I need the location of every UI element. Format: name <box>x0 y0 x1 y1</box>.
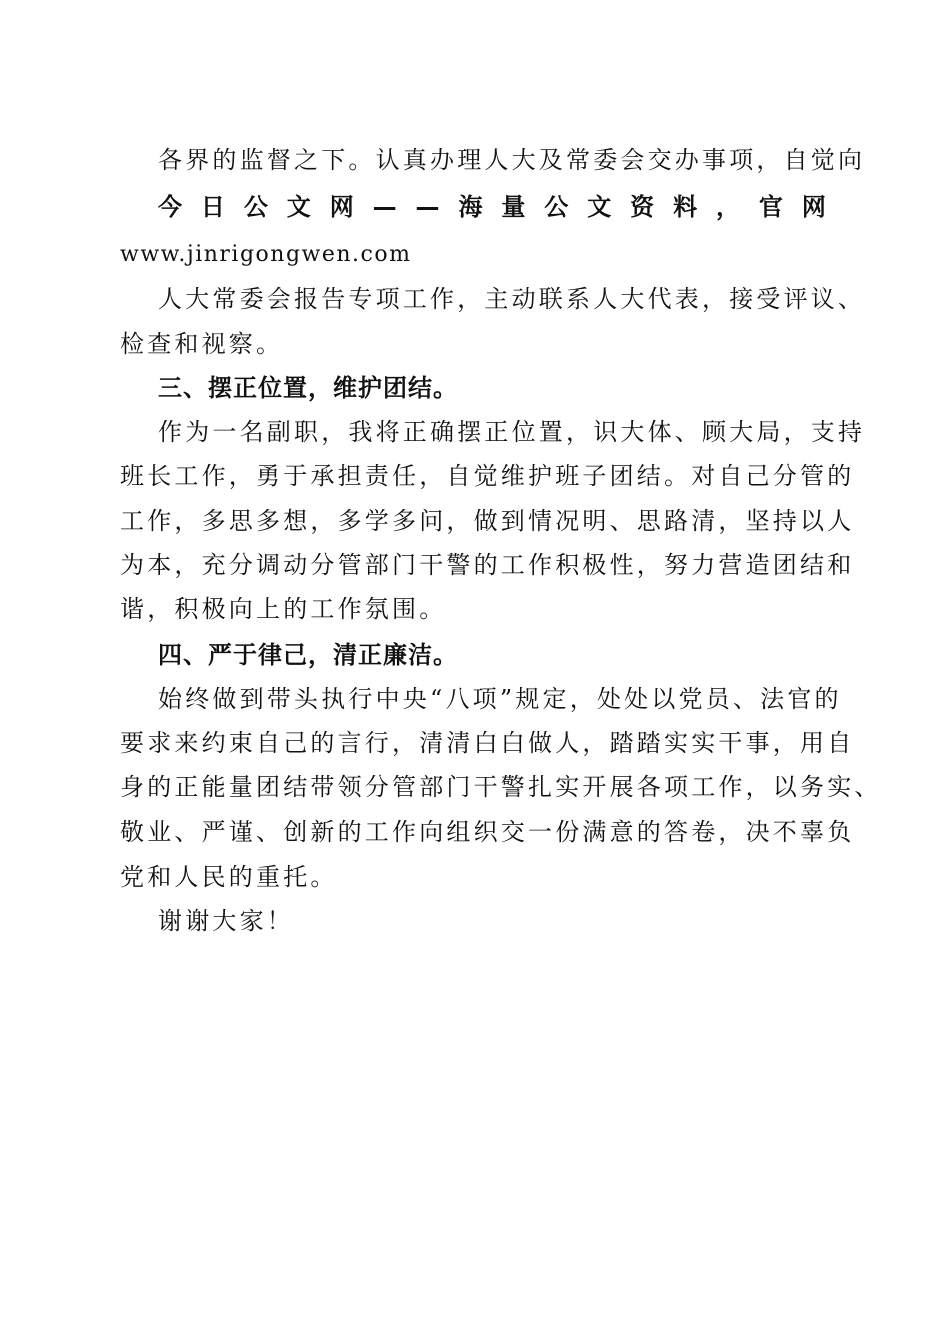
body-text-line: 为本，充分调动分管部门干警的工作积极性，努力营造团结和 <box>120 551 855 579</box>
body-text-line: 敬业、严谨、创新的工作向组织交一份满意的答卷，决不辜负 <box>120 818 855 846</box>
website-url[interactable]: www.jinrigongwen.com <box>120 242 412 267</box>
ad-title-char: 公 <box>544 193 569 221</box>
section-heading: 四、严于律己，清正廉洁。 <box>158 641 458 669</box>
body-text-line: 工作，多思多想，多学多问，做到情况明、思路清，坚持以人 <box>120 507 855 535</box>
ad-title-char: 官 <box>758 193 783 221</box>
body-text-line: 要求来约束自己的言行，清清白白做人，踏踏实实干事，用自 <box>120 729 855 757</box>
closing-text: 谢谢大家！ <box>158 907 294 935</box>
body-text-line: 党和人民的重托。 <box>120 863 338 891</box>
body-text-line: 身的正能量团结带领分管部门干警扎实开展各项工作，以务实、 <box>120 773 882 801</box>
ad-title-char: 料 <box>673 193 698 221</box>
ad-title-char: — <box>372 193 397 221</box>
ad-title-char: 文 <box>286 193 311 221</box>
section-heading: 三、摆正位置，维护团结。 <box>158 374 458 402</box>
ad-title-char: — <box>415 193 440 221</box>
ad-title-char: 公 <box>243 193 268 221</box>
ad-title-char: 网 <box>801 193 826 221</box>
ad-title-line <box>158 192 826 222</box>
body-text-line: 各界的监督之下。认真办理人大及常委会交办事项，自觉向 <box>158 146 866 174</box>
body-text-line: 谐，积极向上的工作氛围。 <box>120 595 447 623</box>
ad-title-char: 资 <box>630 193 655 221</box>
body-text-line: 班长工作，勇于承担责任，自觉维护班子团结。对自己分管的 <box>120 462 855 490</box>
ad-title-char: ， <box>715 193 740 221</box>
ad-title-char: 网 <box>329 193 354 221</box>
ad-title-char: 日 <box>200 193 225 221</box>
body-text-line: 人大常委会报告专项工作，主动联系人大代表，接受评议、 <box>158 285 866 313</box>
body-text-line: 检查和视察。 <box>120 330 284 358</box>
ad-title-char: 文 <box>587 193 612 221</box>
body-text-line: 作为一名副职，我将正确摆正位置，识大体、顾大局，支持 <box>158 418 866 446</box>
ad-title-char: 量 <box>501 193 526 221</box>
ad-title-char: 海 <box>458 193 483 221</box>
ad-title-char: 今 <box>158 193 182 221</box>
body-text-line: 始终做到带头执行中央“八项”规定，处处以党员、法官的 <box>158 685 842 713</box>
